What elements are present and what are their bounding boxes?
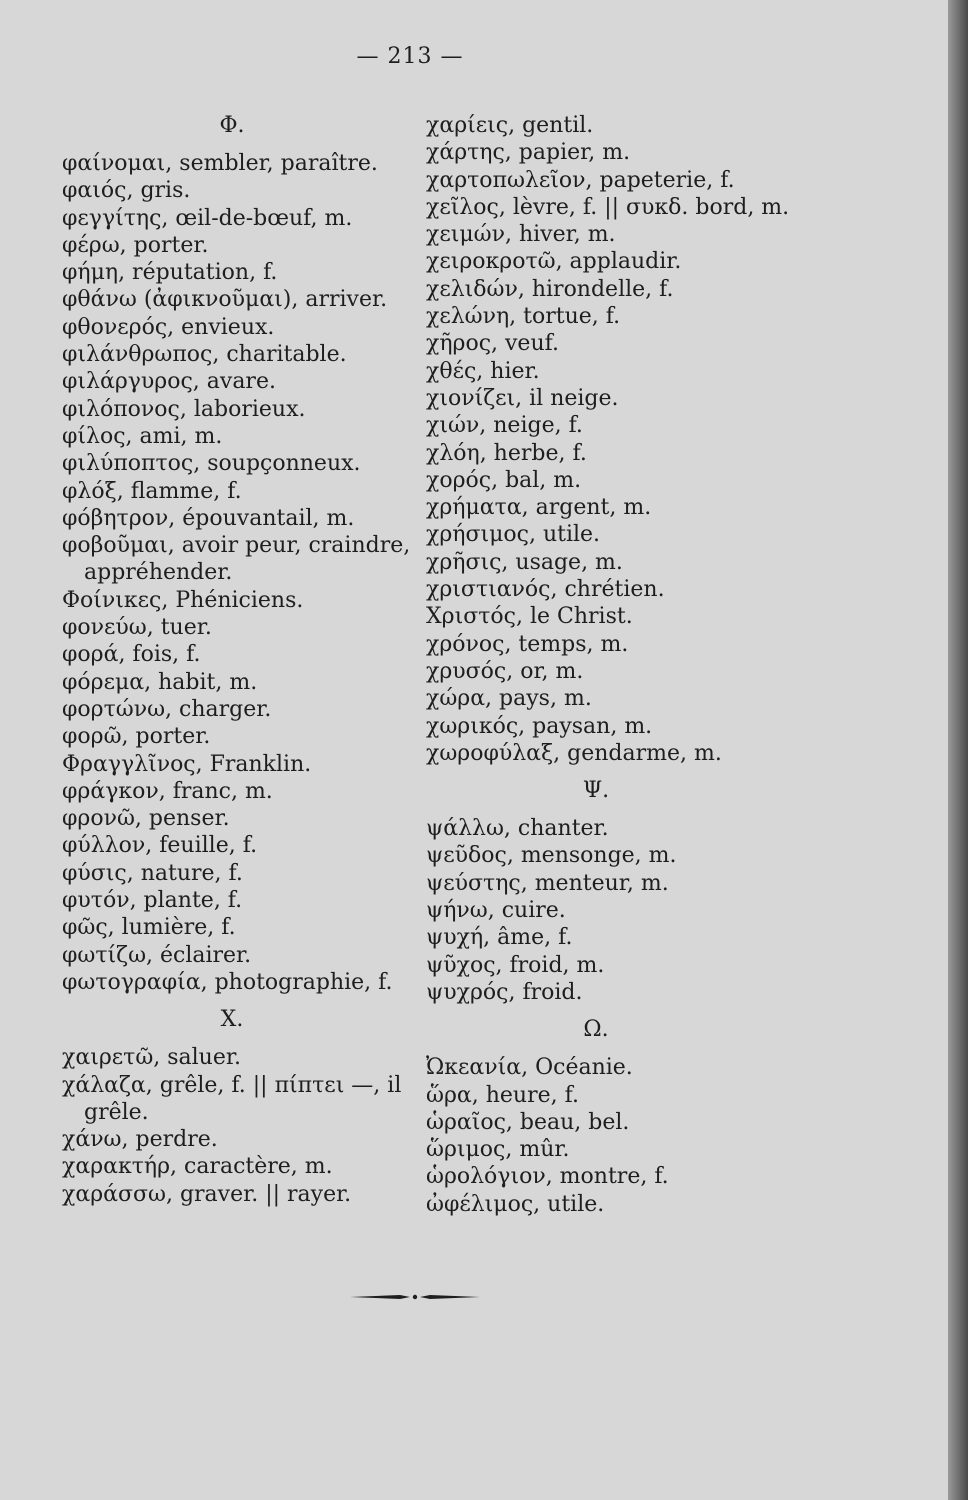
- entry: χεῖλος, lèvre, f. || συκδ. bord, m.: [426, 194, 790, 220]
- entry: φίλος, ami, m.: [62, 423, 223, 449]
- entry: χωροφύλαξ, gendarme, m.: [426, 740, 722, 766]
- entry: χειμών, hiver, m.: [426, 222, 616, 248]
- entry: χρήσιμος, utile.: [426, 522, 601, 548]
- entry: φθονερός, envieux.: [62, 314, 275, 340]
- entry: χελώνη, tortue, f.: [426, 304, 621, 330]
- entry: φυτόν, plante, f.: [62, 888, 243, 914]
- entry: φορῶ, porter.: [62, 724, 211, 750]
- entry: φιλάργυρος, avare.: [62, 369, 276, 395]
- entry: χαρακτήρ, caractère, m.: [62, 1154, 333, 1180]
- entry: ὡρολόγιον, montre, f.: [426, 1164, 669, 1190]
- entry: χαρτοπωλεῖον, papeterie, f.: [426, 167, 735, 193]
- entry: φωτογραφία, photographie, f.: [62, 969, 393, 995]
- entry: χειροκροτῶ, applaudir.: [426, 249, 682, 275]
- entry: χῆρος, veuf.: [426, 331, 559, 357]
- entry: Φραγγλῖνος, Franklin.: [62, 751, 312, 777]
- entry: ψεύστης, menteur, m.: [426, 870, 669, 896]
- entry: φόβητρον, épouvantail, m.: [62, 505, 355, 531]
- entry: φονεύω, tuer.: [62, 615, 212, 641]
- entry: χορός, bal, m.: [426, 467, 582, 493]
- entry: ὡραῖος, beau, bel.: [426, 1109, 630, 1135]
- entry: χρῆσις, usage, m.: [426, 549, 623, 575]
- page-number: — 213 —: [356, 44, 464, 69]
- entry: χάρτης, papier, m.: [426, 140, 631, 166]
- end-ornament-icon: [350, 1294, 480, 1300]
- continuation-text: grêle.: [84, 1099, 149, 1125]
- entry: ψάλλω, chanter.: [426, 816, 609, 842]
- entry: ψεῦδος, mensonge, m.: [426, 843, 677, 869]
- entry: φέρω, porter.: [62, 232, 209, 258]
- entry: ψῦχος, froid, m.: [426, 952, 605, 978]
- entry: χρυσός, or, m.: [426, 658, 584, 684]
- entry: φαίνομαι, sembler, paraître.: [62, 151, 378, 176]
- entry: φιλόπονος, laborieux.: [62, 396, 306, 422]
- entry: χθές, hier.: [426, 358, 540, 384]
- entry-continuation: [62, 1099, 422, 1126]
- entry: φήμη, réputation, f.: [62, 260, 278, 286]
- entry: φιλύποπτος, soupçonneux.: [62, 451, 361, 477]
- entry: ὠφέλιμος, utile.: [426, 1191, 605, 1217]
- section-heading-phi: Φ.: [219, 113, 245, 138]
- entry: φορτώνω, charger.: [62, 696, 272, 722]
- entry: χιονίζει, il neige.: [426, 385, 619, 411]
- entry: φλόξ, flamme, f.: [62, 478, 242, 504]
- entry: φράγκον, franc, m.: [62, 778, 273, 804]
- entry: χαράσσω, graver. || rayer.: [62, 1181, 352, 1207]
- entry: χαρίεις, gentil.: [426, 113, 594, 138]
- chi-entries: [62, 1044, 422, 1208]
- entry: φοβοῦμαι, avoir peur, craindre,: [62, 533, 411, 559]
- entry: φιλάνθρωπος, charitable.: [62, 342, 347, 368]
- continuation-text: appréhender.: [84, 560, 233, 586]
- entry: φύλλον, feuille, f.: [62, 833, 258, 859]
- entry: φρονῶ, penser.: [62, 806, 230, 832]
- entry: χριστιανός, chrétien.: [426, 577, 665, 603]
- entry: Φοίνικες, Phéniciens.: [62, 587, 304, 613]
- entry: ψυχή, âme, f.: [426, 925, 573, 951]
- entry: χάλαζα, grêle, f. || πίπτει —, il: [62, 1072, 402, 1098]
- entry: χιών, neige, f.: [426, 413, 583, 439]
- chi-continued-entries: [426, 112, 846, 767]
- entry: φθάνω (ἀφικνοῦμαι), arriver.: [62, 287, 388, 313]
- entry: φύσις, nature, f.: [62, 860, 243, 886]
- entry: χρόνος, temps, m.: [426, 631, 629, 657]
- entry: χρήματα, argent, m.: [426, 495, 652, 521]
- entry: φωτίζω, éclairer.: [62, 942, 252, 968]
- entry: χώρα, pays, m.: [426, 686, 592, 712]
- entry: χλόη, herbe, f.: [426, 440, 587, 466]
- entry: χωρικός, paysan, m.: [426, 713, 653, 739]
- entry: ψήνω, cuire.: [426, 898, 566, 924]
- entry: Ὠκεανία, Océanie.: [426, 1055, 633, 1081]
- entry: χελιδών, hirondelle, f.: [426, 276, 674, 302]
- entry: ὥριμος, mûr.: [426, 1137, 570, 1163]
- entry: φόρεμα, habit, m.: [62, 669, 258, 695]
- section-heading-chi: X.: [220, 1007, 244, 1033]
- phi-entries: [62, 150, 422, 996]
- entry: χάνω, perdre.: [62, 1127, 218, 1153]
- entry: φεγγίτης, œil-de-bœuf, m.: [62, 205, 353, 231]
- right-column: [426, 112, 846, 1218]
- entry: ψυχρός, froid.: [426, 979, 583, 1005]
- section-heading-psi: Ψ.: [582, 778, 610, 804]
- entry: φῶς, lumière, f.: [62, 915, 236, 941]
- left-column: [62, 112, 422, 1208]
- entry: φορά, fois, f.: [62, 642, 201, 668]
- entry: φαιός, gris.: [62, 178, 191, 204]
- entry: Χριστός, le Christ.: [426, 604, 633, 630]
- entry-continuation: [62, 559, 422, 586]
- section-heading-omega: Ω.: [583, 1017, 609, 1043]
- psi-entries: [426, 815, 846, 1006]
- page-edge: [948, 0, 968, 1500]
- entry: ὥρα, heure, f.: [426, 1082, 579, 1108]
- omega-entries: [426, 1054, 846, 1218]
- entry: χαιρετῶ, saluer.: [62, 1045, 241, 1071]
